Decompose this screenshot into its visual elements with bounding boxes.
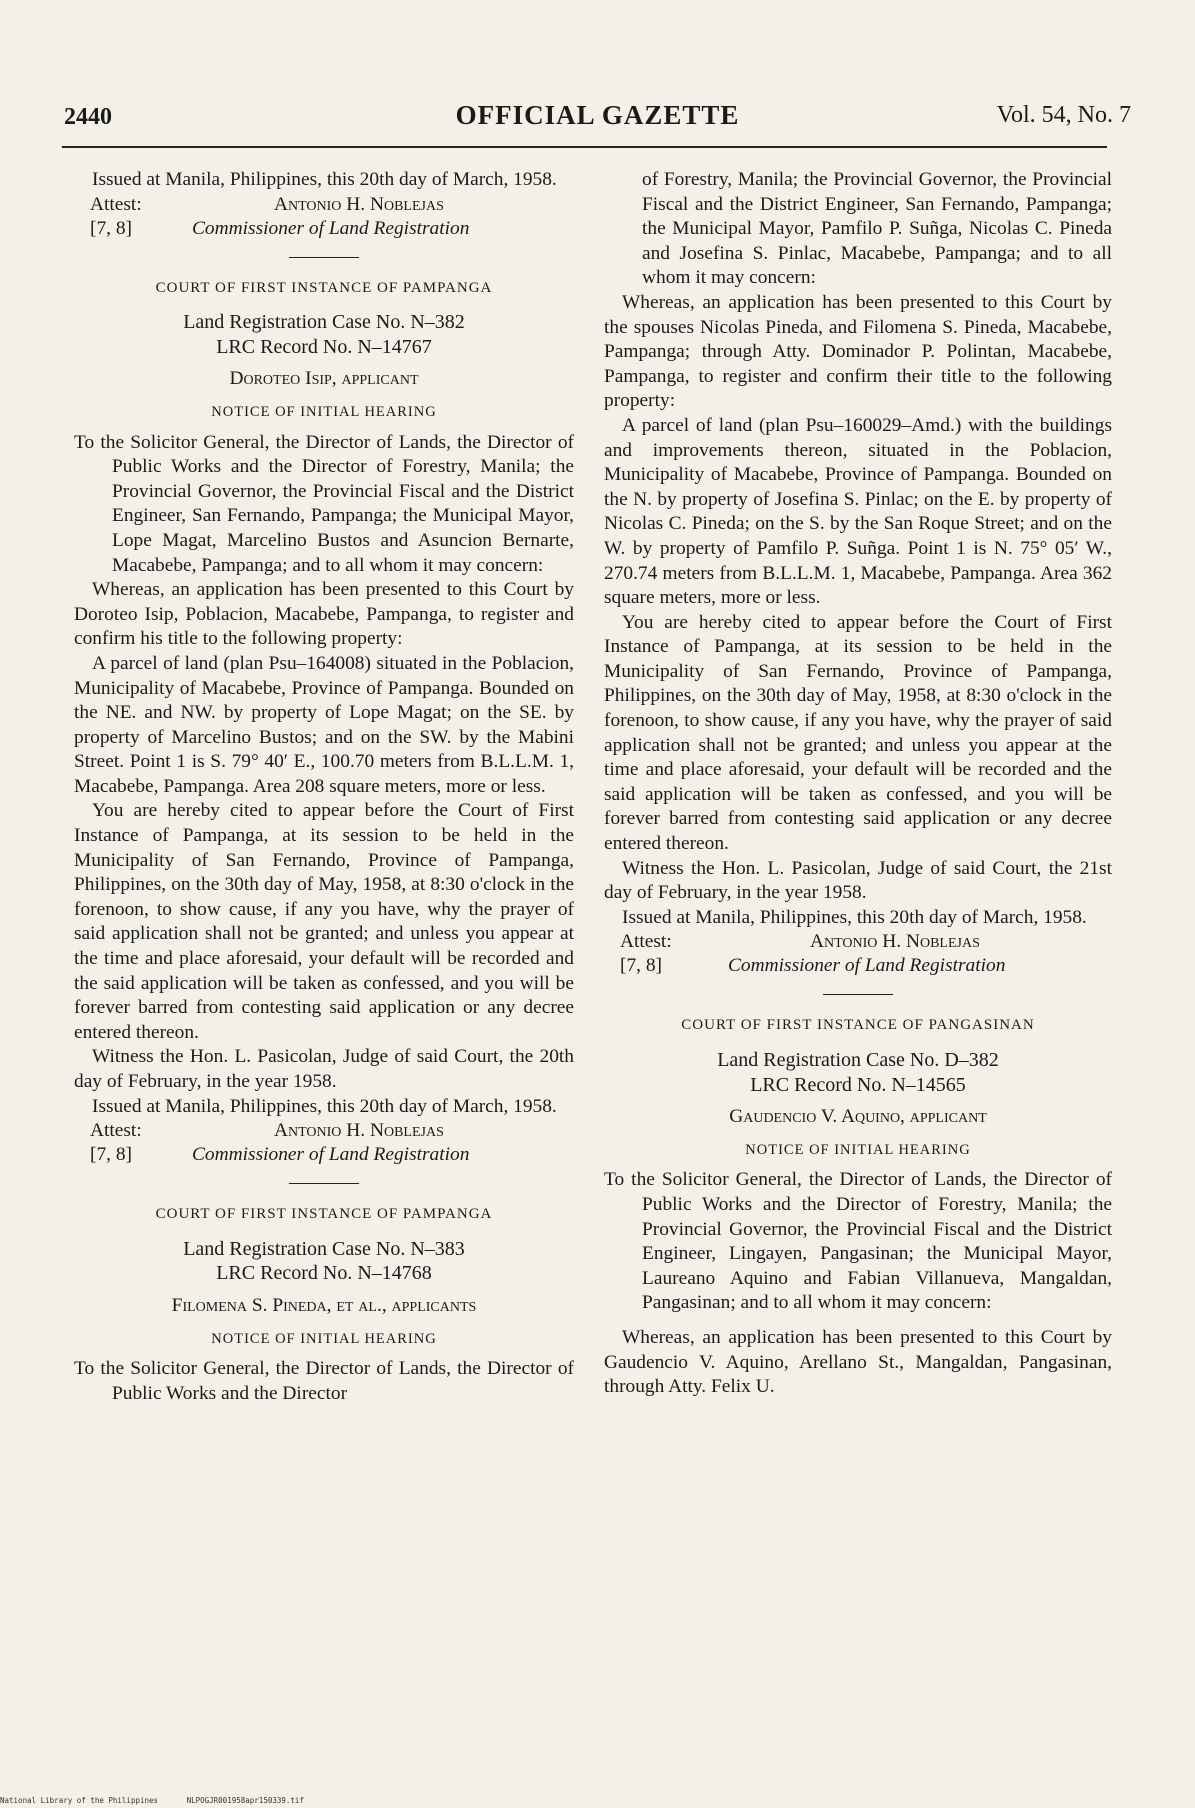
addressees: To the Solicitor General, the Director of Lands, the Director of Public Works and the Director of Forestry, Manila; the Provincial Governor, the Provincial Fiscal and the District Engineer, Lingayen, Pangasinan; the Municipal Mayor, Laureano Aquino and Fabian Villanueva, Mangaldan, Pangasinan; and to all whom it may concern: (604, 1169, 1112, 1314)
scan-filename: NLPOGJR001958apr150339.tif (186, 1796, 304, 1805)
gazette-title: OFFICIAL GAZETTE (455, 100, 740, 130)
whereas-paragraph: Whereas, an application has been presented to this Court by Doroteo Isip, Poblacion, Macabebe, Pampanga, to register and confirm his title to the following property: (74, 579, 574, 650)
attest-ref: [7, 8] (620, 955, 663, 977)
applicant-line: Gaudencio V. Aquino, applicant (729, 1106, 987, 1128)
issued-paragraph: Issued at Manila, Philippines, this 20th day of March, 1958. (622, 906, 1087, 928)
attest-ref: [7, 8] (90, 217, 133, 239)
attest-title-line (74, 1143, 574, 1167)
lrc-record: LRC Record No. N–14768 (216, 1262, 432, 1285)
right-column (604, 168, 1112, 1400)
page-header (60, 98, 1135, 138)
attest-line (604, 930, 1112, 954)
addressees: To the Solicitor General, the Director of Lands, the Director of Public Works and the Director of Forestry, Manila; the Provincial Governor, the Provincial Fiscal and the District Engineer, San Fernando, Pampanga; the Municipal Mayor, Lope Magat, Marcelino Bustos and Asuncion Bernarte, Macabebe, Pampanga; and to all whom it may concern: (74, 431, 574, 576)
cited-paragraph: You are hereby cited to appear before the Court of First Instance of Pampanga, at its session to be held in the Municipality of San Fernando, Province of Pampanga, Philippines, on the 30th day of May, 1958, at 8:30 o'clock in the forenoon, to show cause, if any you have, why the prayer of said application shall not be granted; and unless you appear at the time and place aforesaid, your default will be recorded and the said application will be taken as confessed, and you will be forever barred from contesting said application or any decree entered thereon. (74, 800, 574, 1043)
top-attest-title-line (74, 217, 574, 241)
court-heading: COURT OF FIRST INSTANCE OF PAMPANGA (155, 1206, 493, 1223)
addressees-continued: of Forestry, Manila; the Provincial Governor, the Provincial Fiscal and the District Engineer, San Fernando, Pampanga; the Municipal Mayor, Pamfilo P. Suñga, Nicolas C. Pineda and Josefina S. Pinlac, Macabebe, Pampanga; and to all whom it may concern: (642, 169, 1112, 289)
attest-line (74, 1119, 574, 1143)
attest-label: Attest: (90, 1120, 142, 1142)
witness-paragraph: Witness the Hon. L. Pasicolan, Judge of said Court, the 20th day of February, in the year 1958. (74, 1046, 574, 1092)
lrc-record: LRC Record No. N–14767 (216, 335, 432, 358)
whereas-paragraph: Whereas, an application has been presented to this Court by Gaudencio V. Aquino, Arellano St., Mangaldan, Pangasinan, through Atty. Felix U. (604, 1326, 1112, 1398)
attest-title: Commissioner of Land Registration (728, 955, 1006, 977)
left-column (74, 168, 574, 1406)
issued-paragraph: Issued at Manila, Philippines, this 20th day of March, 1958. (92, 1095, 557, 1117)
attest-name: Antonio H. Noblejas (274, 1120, 444, 1142)
applicant-line: Doroteo Isip, applicant (229, 368, 419, 390)
top-attest-line (74, 193, 574, 217)
attest-title-line (604, 954, 1112, 978)
attest-name: Antonio H. Noblejas (274, 193, 444, 215)
court-heading: COURT OF FIRST INSTANCE OF PAMPANGA (155, 279, 493, 296)
section-divider (289, 257, 359, 258)
attest-ref: [7, 8] (90, 1144, 133, 1166)
whereas-paragraph: Whereas, an application has been presented to this Court by the spouses Nicolas Pineda, and Filomena S. Pineda, Macabebe, Pampanga; through Atty. Dominador P. Polintan, Macabebe, Pampanga, to register and confirm their title to the following property: (604, 291, 1112, 412)
court-heading: COURT OF FIRST INSTANCE OF PANGASINAN (681, 1017, 1035, 1034)
volume-number: Vol. 54, No. 7 (996, 102, 1131, 128)
library-credit: National Library of the Philippines (0, 1796, 159, 1805)
case-number: Land Registration Case No. N–383 (183, 1237, 465, 1260)
applicant-line: Filomena S. Pineda, et al., applicants (171, 1294, 477, 1316)
notice-heading: NOTICE OF INITIAL HEARING (211, 1330, 437, 1347)
attest-name: Antonio H. Noblejas (810, 931, 980, 953)
case-number: Land Registration Case No. D–382 (717, 1049, 999, 1071)
lrc-record: LRC Record No. N–14565 (750, 1073, 966, 1096)
witness-paragraph: Witness the Hon. L. Pasicolan, Judge of said Court, the 21st day of February, in the year 1958. (604, 857, 1112, 904)
header-rule (62, 146, 1107, 148)
top-issued: Issued at Manila, Philippines, this 20th day of March, 1958. (92, 169, 557, 190)
parcel-paragraph: A parcel of land (plan Psu–160029–Amd.) with the buildings and improvements thereon, situated in the Poblacion, Municipality of Macabebe, Province of Pampanga. Bounded on the N. by property of Josefina S. Pinlac; on the E. by property of Nicolas C. Pineda; on the S. by the San Roque Street; and on the W. by property of Pamfilo P. Suñga. Point 1 is N. 75° 05′ W., 270.74 meters from B.L.L.M. 1, Macabebe, Pampanga. Area 362 square meters, more or less. (604, 414, 1112, 609)
notice-heading: NOTICE OF INITIAL HEARING (211, 403, 437, 420)
page-number: 2440 (64, 104, 112, 130)
notice-heading: NOTICE OF INITIAL HEARING (745, 1141, 971, 1158)
attest-title: Commissioner of Land Registration (192, 1144, 470, 1166)
parcel-paragraph: A parcel of land (plan Psu–164008) situated in the Poblacion, Municipality of Macabebe, Province of Pampanga. Bounded on the NE. and NW. by property of Lope Magat; on the SE. by property of Marcelino Bustos; and on the SW. by the Mabini Street. Point 1 is S. 79° 40′ E., 100.70 meters from B.L.L.M. 1, Macabebe, Pampanga. Area 208 square meters, more or less. (74, 652, 574, 797)
cited-paragraph: You are hereby cited to appear before the Court of First Instance of Pampanga, at its session to be held in the Municipality of San Fernando, Province of Pampanga, Philippines, on the 30th day of May, 1958, at 8:30 o'clock in the forenoon, to show cause, if any you have, why the prayer of said application shall not be granted; and unless you appear at the time and place aforesaid, your default will be recorded and the said application will be taken as confessed, and you will be forever barred from contesting said application or any decree entered thereon. (604, 611, 1112, 855)
addressees-start: To the Solicitor General, the Director of Lands, the Director of Public Works and the Director (74, 1358, 574, 1404)
case-number: Land Registration Case No. N–382 (183, 311, 465, 334)
scan-footer (0, 1796, 328, 1805)
attest-title: Commissioner of Land Registration (192, 217, 470, 239)
section-divider (289, 1183, 359, 1184)
attest-label: Attest: (620, 931, 672, 953)
attest-label: Attest: (90, 193, 142, 215)
section-divider (823, 994, 893, 995)
